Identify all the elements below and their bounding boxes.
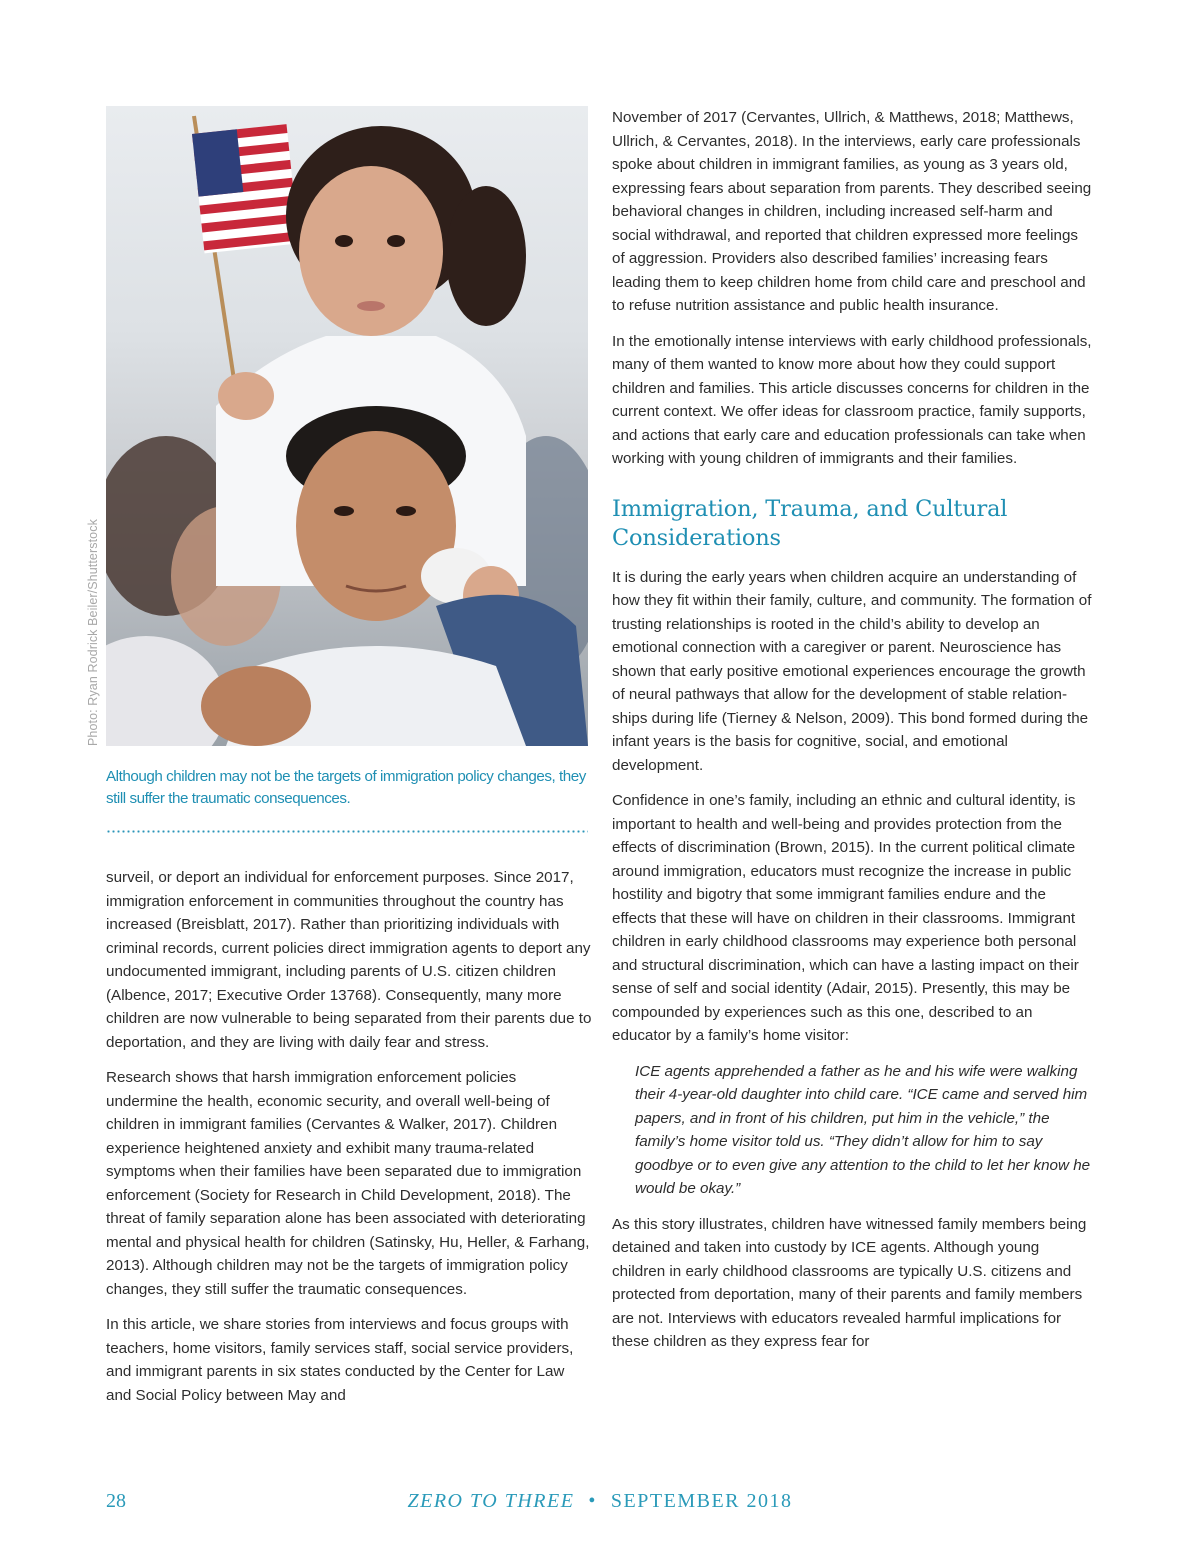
photo-credit: Photo: Ryan Rodrick Beiler/Shutterstock xyxy=(86,519,100,746)
body-paragraph: In this article, we share stories from interviews and focus groups with teachers, home visitors, family services staff, social service providers, and immigrant parents in six states conducted by the Center for Law and Social Policy between May and xyxy=(106,1316,574,1404)
body-paragraph: It is during the early years when children acquire an understanding of how they fit within their family, culture, and community. The formation of trusting relationships is rooted in the child’s ability to develop an emotional connection with a caregiver or parent. Neuroscience has shown that early positive emotional experiences encourage the growth of neural pathways that allow for the development of stable relationships during life (Tierney & Nelson, 2009). This bond formed during the infant years is the basis for cognitive, social, and emotional development. xyxy=(612,568,1092,774)
man-hand xyxy=(201,666,311,746)
girl-hand xyxy=(218,372,274,420)
photo-caption: Although children may not be the targets of immigration policy changes, they still suffer the traumatic consequences. xyxy=(106,768,586,807)
left-column xyxy=(106,866,592,1419)
footer-separator: • xyxy=(588,1490,597,1512)
block-quote: ICE agents apprehended a father as he and his wife were walking their 4-year-old daughter into child care. “ICE came and served him papers, and in front of his children, put him in the vehicle,” the family’s home visitor told us. “They didn’t allow for him to say goodbye or to even give any attention to the child to let her know he would be okay.” xyxy=(635,1062,1091,1197)
article-photo xyxy=(106,106,588,746)
body-paragraph: Research shows that harsh immigration enforcement policies undermine the health, economic security, and overall well-being of children in immigrant families (Cervantes & Walker, 2017). Children experience heightened anxiety and exhibit many trauma-related symptoms when their families have been separated due to immigration enforcement (Society for Research in Child Development, 2018). The threat of family separation alone has been associated with deteriorating mental and physical health for children (Satinsky, Hu, Heller, & Farhang, 2013). Although children may not be the targets of immigration policy changes, they still suffer the traumatic consequences. xyxy=(106,1069,590,1298)
issue-date: SEPTEMBER 2018 xyxy=(610,1490,793,1512)
body-paragraph: November of 2017 (Cervantes, Ullrich, & Matthews, 2018; Matthews, Ullrich, & Cervantes, 2018). In the interviews, early care professionals spoke about children in immigrant families, as young as 3 years old, expressing fears about separation from parents. They described seeing behavioral changes in children, including increased self-harm and social withdrawal, and reported that children expressed more feelings of aggression. Providers also described families’ increasing fears leading them to keep children home from child care and preschool and to refuse nutrition assistance and public health insurance. xyxy=(612,109,1092,314)
running-footer xyxy=(0,1490,1200,1513)
publication-name: ZERO TO THREE xyxy=(407,1490,575,1512)
girl-ponytail xyxy=(446,186,526,326)
body-paragraph: Confidence in one’s family, including an ethnic and cultural identity, is important to health and well-being and provides protection from the effects of discrimination (Brown, 2015). In the current political climate around immigration, educators must recognize the increase in public hostility and bigotry that some immigrant families endure and the effects that these will have on children in their classrooms. Immigrant children in early childhood classrooms may experience both personal and structural discrimination, which can have a lasting impact on their sense of self and social identity (Adair, 2015). Presently, this may be compounded by experiences such as this one, described to an educator by a family’s home visitor: xyxy=(612,792,1079,1044)
body-paragraph: surveil, or deport an individual for enforcement purposes. Since 2017, immigration enforcement in communities throughout the country has increased (Breisblatt, 2017). Rather than prioritizing individuals with criminal records, current policies direct immigration agents to deport any undocumented immigrant, including parents of U.S. citizen children (Albence, 2017; Executive Order 13768). Consequently, many more children are now vulnerable to being separated from their parents due to deportation, and they are living with daily fear and stress. xyxy=(106,869,592,1051)
section-heading: Immigration, Trauma, and Cultural Considerations xyxy=(612,495,1008,551)
american-flag-icon xyxy=(192,124,299,253)
right-column xyxy=(612,106,1094,1366)
body-paragraph: As this story illustrates, children have witnessed family members being detained and taken into custody by ICE agents. Although young children in early childhood classrooms are typically U.S. citizens and protected from deportation, many of their parents and family members are not. Interviews with educators revealed harmful implications for these children as they express fear for xyxy=(612,1215,1087,1350)
body-paragraph: In the emotionally intense interviews with early childhood professionals, many of them wanted to know more about how they could support children and families. This article discusses concerns for children in the current context. We offer ideas for classroom practice, family supports, and actions that early care and education professionals can take when working with young children of immigrants and their families. xyxy=(612,332,1092,467)
page-number: 28 xyxy=(106,1490,126,1512)
caption-divider xyxy=(106,830,588,833)
photo-illustration xyxy=(106,106,588,746)
